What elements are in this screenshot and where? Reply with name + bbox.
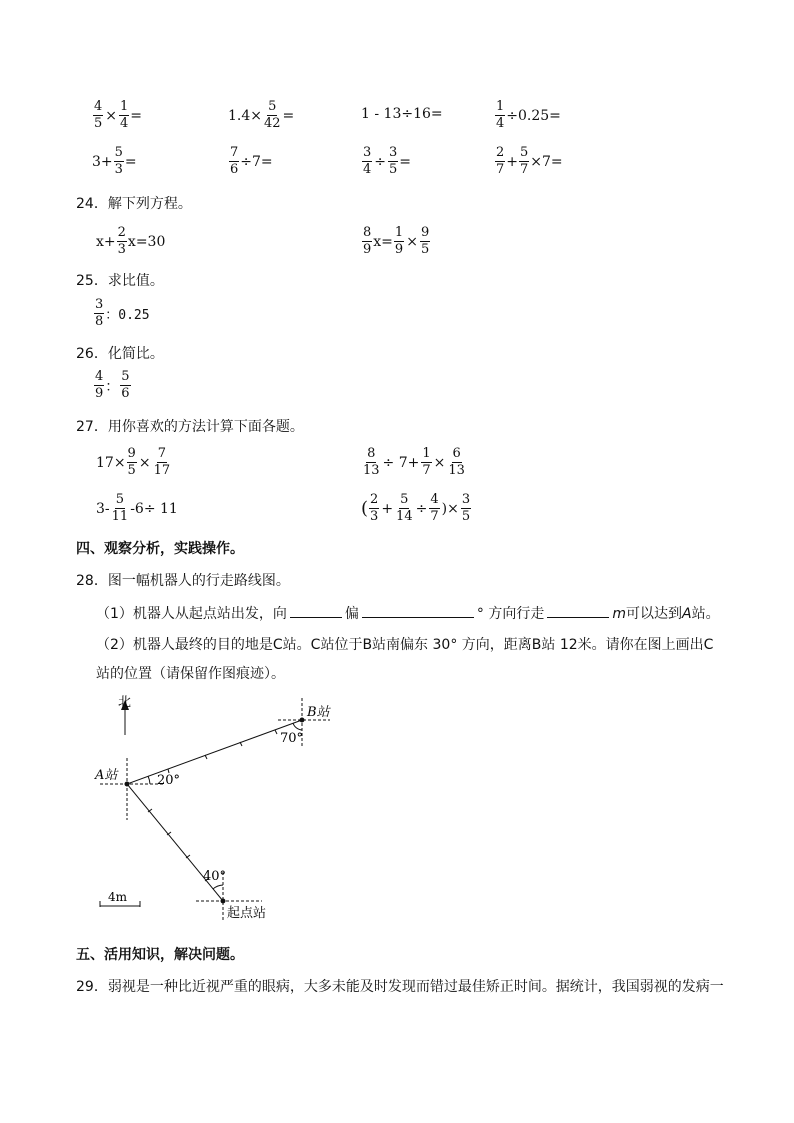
answer-blank-angle[interactable] — [362, 603, 474, 618]
fraction: $\frac{3}{5}$ — [461, 492, 471, 524]
problem-27-1: 17× $\frac{9}{5}$ × $\frac{7}{17}$ — [96, 446, 171, 478]
fraction: $\frac{3}{4}$ — [363, 145, 372, 177]
calc-1-2: 1.4× $\frac{5}{42}$ = — [228, 99, 295, 131]
calc-2-2: $\frac{7}{6}$ ÷7= — [230, 145, 273, 177]
angle-label-a: 20° — [157, 773, 181, 788]
angle-label-start: 40° — [203, 869, 227, 884]
station-b-point — [300, 718, 305, 723]
fraction: $\frac{1}{4}$ — [496, 99, 505, 131]
ratio-value-expr: $\frac{3}{8}$ ：0.25 — [95, 297, 150, 329]
fraction: $\frac{4}{9}$ — [95, 369, 104, 401]
question-28-title: 28．图一幅机器人的行走路线图。 — [76, 573, 290, 589]
equation-2: $\frac{8}{9}$ x= $\frac{1}{9}$ × $\frac{9}{5}$ — [363, 225, 430, 257]
calc-2-3: $\frac{3}{4}$ ÷ $\frac{3}{5}$ = — [363, 145, 412, 177]
fraction: $\frac{5}{14}$ — [396, 492, 413, 524]
equation-1: x+ $\frac{2}{3}$ x=30 — [96, 225, 166, 257]
fraction: $\frac{9}{5}$ — [127, 446, 136, 478]
scale-bar — [100, 890, 140, 907]
robot-route-diagram — [0, 680, 794, 930]
angle-arc-b — [293, 723, 302, 730]
fraction: $\frac{9}{5}$ — [420, 225, 430, 257]
fraction: $\frac{1}{4}$ — [120, 99, 129, 131]
fraction: $\frac{5}{3}$ — [114, 145, 123, 177]
fraction: $\frac{5}{42}$ — [264, 99, 281, 131]
fraction: $\frac{1}{9}$ — [394, 225, 404, 257]
route-a-to-b — [127, 720, 302, 784]
start-station-point — [221, 899, 226, 904]
question-28-part-2-line-1: （2）机器人最终的目的地是C站。C站位于B站南偏东 30° 方向，距离B站 12米。请你在图上画出C — [96, 637, 714, 653]
section-4-title: 四、观察分析，实践操作。 — [76, 541, 244, 557]
fraction: $\frac{8}{9}$ — [363, 225, 372, 257]
fraction: $\frac{3}{8}$ — [95, 297, 104, 329]
fraction: $\frac{2}{3}$ — [117, 225, 126, 257]
fraction: $\frac{8}{13}$ — [363, 446, 380, 478]
section-5-title: 五、活用知识，解决问题。 — [76, 947, 244, 963]
station-b-label: B站 — [307, 705, 330, 720]
question-27-title: 27．用你喜欢的方法计算下面各题。 — [76, 419, 304, 435]
angle-arc-a — [148, 776, 150, 784]
north-label: 北 — [118, 695, 132, 710]
fraction: $\frac{7}{17}$ — [153, 446, 171, 478]
calc-1-1: $\frac{4}{5}$ × $\frac{1}{4}$ = — [94, 99, 143, 131]
calc-2-1: 3+ $\frac{5}{3}$ = — [92, 145, 137, 177]
fraction: $\frac{1}{7}$ — [422, 446, 431, 478]
answer-blank-direction[interactable] — [290, 603, 342, 618]
fraction: $\frac{4}{5}$ — [94, 99, 103, 131]
station-a-label: A站 — [95, 768, 118, 783]
fraction: $\frac{3}{5}$ — [389, 145, 398, 177]
route-start-a-ticks — [148, 809, 209, 881]
fraction: $\frac{7}{6}$ — [230, 145, 239, 177]
question-25-title: 25．求比值。 — [76, 273, 164, 289]
angle-label-b: 70° — [280, 731, 304, 746]
fraction: $\frac{4}{7}$ — [430, 492, 439, 524]
problem-27-4: ( $\frac{2}{3}$ + $\frac{5}{14}$ ÷ $\frac{4}{7}$ )× $\frac{3}{5}$ — [361, 492, 471, 524]
fraction: $\frac{5}{11}$ — [111, 492, 129, 524]
question-28-part-2-line-2: 站的位置（请保留作图痕迹）。 — [96, 666, 285, 682]
question-29-text: 29．弱视是一种比近视严重的眼病，大多未能及时发现而错过最佳矫正时间。据统计，我国弱视的发病一 — [76, 979, 724, 995]
calc-1-3: 1 - 13÷16= — [361, 106, 443, 122]
calc-1-4: $\frac{1}{4}$ ÷0.25= — [496, 99, 561, 131]
angle-arc-start — [213, 885, 223, 889]
answer-blank-distance[interactable] — [547, 603, 609, 618]
problem-27-2: $\frac{8}{13}$ ÷ 7+ $\frac{1}{7}$ × $\frac{6}{13}$ — [363, 446, 465, 478]
question-26-title: 26．化简比。 — [76, 346, 164, 362]
question-28-part-1: （1）机器人从起点站出发，向 偏 ° 方向行走 m可以达到A站。 — [96, 603, 720, 623]
simplify-ratio-expr: $\frac{4}{9}$ ： $\frac{5}{6}$ — [95, 369, 130, 401]
scale-bar-label: 4m — [108, 890, 128, 904]
fraction: $\frac{5}{6}$ — [121, 369, 130, 401]
fraction: $\frac{2}{7}$ — [496, 145, 505, 177]
calc-2-4: $\frac{2}{7}$ + $\frac{5}{7}$ ×7= — [496, 145, 563, 177]
fraction: $\frac{6}{13}$ — [448, 446, 465, 478]
problem-27-3: 3- $\frac{5}{11}$ -6÷ 11 — [96, 492, 178, 524]
start-station-label: 起点站 — [227, 906, 267, 921]
fraction: $\frac{5}{7}$ — [520, 145, 529, 177]
station-a-point — [125, 782, 130, 787]
fraction: $\frac{2}{3}$ — [370, 492, 379, 524]
route-a-b-ticks — [168, 730, 277, 773]
question-24-title: 24．解下列方程。 — [76, 196, 192, 212]
